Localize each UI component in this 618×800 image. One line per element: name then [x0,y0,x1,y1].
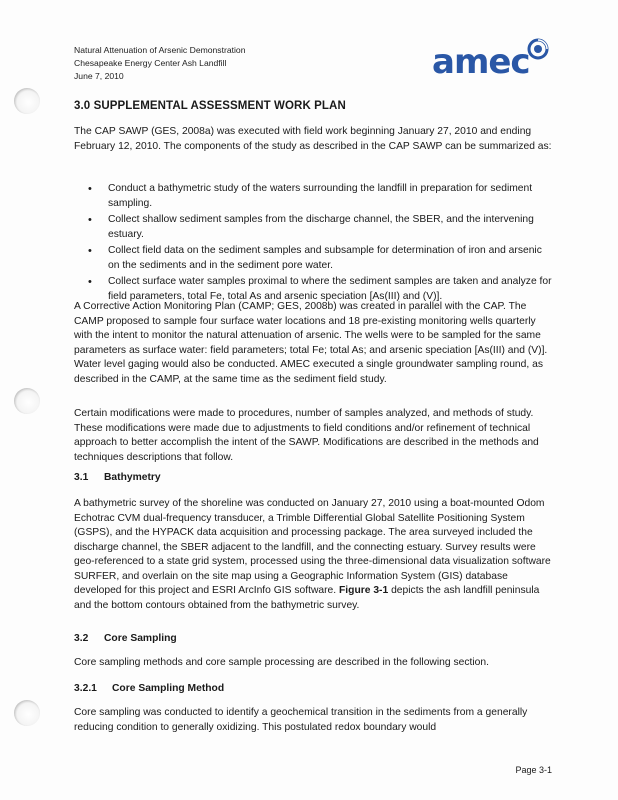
section-number: 3.2 [74,633,89,644]
section-number: 3.2.1 [74,683,97,694]
section-heading-3-2 [74,633,177,644]
bullet-item: • Collect shallow sediment samples from the discharge channel, the SBER, and the intervening estuary. [74,213,554,242]
header-date: June 7, 2010 [74,71,124,81]
header-project-title: Natural Attenuation of Arsenic Demonstration [74,45,246,55]
bathymetry-text-end: depicts the ash landfill peninsula and the bottom contours obtained from the bathymetric survey. [74,585,540,611]
punch-hole-top [14,88,40,114]
section-title: Bathymetry [104,472,161,483]
section-number: 3.1 [74,472,89,483]
core-sampling-paragraph: Core sampling methods and core sample processing are described in the following section. [74,657,489,668]
header-site-name: Chesapeake Energy Center Ash Landfill [74,58,227,68]
bathymetry-paragraph [74,497,554,613]
section-heading-3-2-1 [74,683,224,694]
punch-hole-bottom [14,700,40,726]
components-bullet-list [74,182,554,306]
bullet-item: • Collect surface water samples proximal to where the sediment samples are taken and analyze for field parameters, total Fe, total As and arsenic speciation [As(III) and (V)]. [74,275,554,304]
section-heading-3-1 [74,472,161,483]
amec-swirl-icon [527,38,549,60]
section-heading-3-0: 3.0 SUPPLEMENTAL ASSESSMENT WORK PLAN [74,100,346,112]
bullet-item: • Collect field data on the sediment samples and subsample for determination of iron and arsenic on the sediments and in the sediment pore water. [74,244,554,273]
bullet-item: • Conduct a bathymetric study of the waters surrounding the landfill in preparation for sediment sampling. [74,182,554,211]
figure-reference: Figure 3-1 [339,585,389,596]
section-title: Core Sampling [104,633,177,644]
section-title: Core Sampling Method [112,683,225,694]
intro-paragraph: The CAP SAWP (GES, 2008a) was executed with field work beginning January 27, 2010 and ending February 12, 2010. The components of the study as described in the CAP SAWP can be summarized as: [74,126,552,152]
camp-paragraph: A Corrective Action Monitoring Plan (CAMP; GES, 2008b) was created in parallel with the CAP. The CAMP proposed to sample four surface water locations and 18 pre-existing monitoring wells quarterly with the intent to monitor the natural attenuation of arsenic. The wells were to be sampled for the same parameters as surface water: field parameters; total Fe; total As; and arsenic speciation [As(III) and (V)]. Water level gaging would also be conducted. AMEC executed a single groundwater sampling round, as described in the CAMP, at the same time as the sediment field study. [74,301,548,385]
bathymetry-text: A bathymetric survey of the shoreline was conducted on January 27, 2010 using a boat-mounted Odom Echotrac CVM dual-frequency transducer, a Trimble Differential Global Satellite Positioning System (GSPS), and the HYPACK data acquisition and processing package. The area surveyed included the discharge channel, the SBER adjacent to the landfill, and the connecting estuary. Survey results were geo-referenced to a state grid system, processed using the three-dimensional data visualization software SURFER, and overlain on the site map using a Geographic Information System (GIS) database developed for this project and ESRI ArcInfo GIS software. [74,498,551,596]
page-number: Page 3-1 [515,765,552,775]
document-header [74,44,246,83]
amec-logo [432,38,550,84]
punch-hole-middle [14,388,40,414]
modifications-paragraph: Certain modifications were made to procedures, number of samples analyzed, and methods of study. These modifications were made due to adjustments to field conditions and/or refinement of technical approach to better accomplish the intent of the SAWP. Modifications are described in the methods and techniques descriptions that follow. [74,408,539,463]
logo-text: amec [432,42,530,82]
core-sampling-method-paragraph: Core sampling was conducted to identify a geochemical transition in the sediments from a generally reducing condition to generally oxidizing. This postulated redox boundary would [74,707,528,733]
